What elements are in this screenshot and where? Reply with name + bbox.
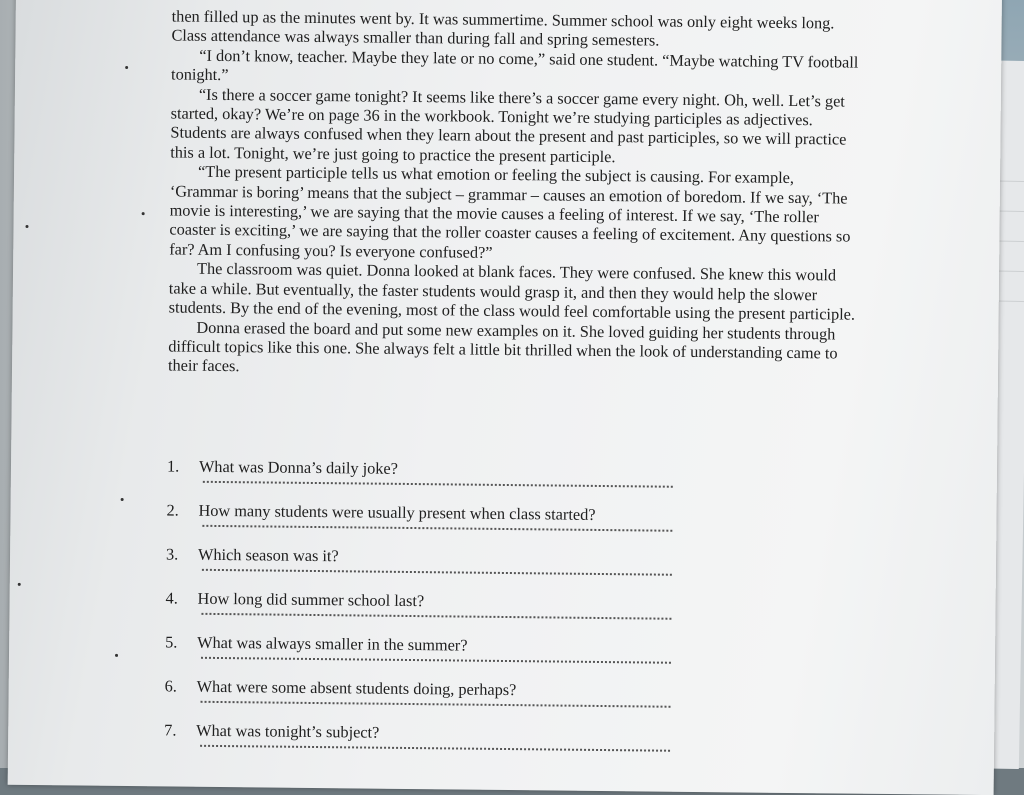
paper-speck <box>25 225 28 228</box>
reading-passage <box>168 6 862 382</box>
question-text: What was tonight’s subject? <box>196 720 380 742</box>
paragraph: “Is there a soccer game tonight? It seems like there’s a soccer game every night. Oh, well. Let’s get started, okay? We’re on page 36 in the workbook. Tonight we’re studying participles as adjectives. Students are always confused when they learn about the present and past participles, so we will practice this a lot. Tonight, we’re just going to practice the present participle. <box>170 84 847 166</box>
question-number: 6. <box>164 676 178 696</box>
paragraph: “The present participle tells us what emotion or feeling the subject is causing. For example, ‘Grammar is boring’ means that the subject – grammar – causes an emotion of boredom. If we say, ‘The movie is interesting,’ we are saying that the movie causes a feeling of interest. If we say, ‘The roller coaster is exciting,’ we are saying that the roller coaster causes a feeling of excitement. Any questions so far? Am I confusing you? Is everyone confused?” <box>169 162 851 262</box>
answer-line[interactable] <box>202 569 672 576</box>
answer-line[interactable] <box>201 657 671 664</box>
question-number: 2. <box>166 500 179 520</box>
paper-speck <box>115 654 118 657</box>
question-item <box>165 632 685 681</box>
question-text: How long did summer school last? <box>197 588 425 611</box>
question-item <box>164 720 684 769</box>
question-list <box>164 456 687 769</box>
question-number: 5. <box>165 632 178 652</box>
question-number: 3. <box>165 544 179 564</box>
answer-line[interactable] <box>201 701 671 708</box>
answer-line[interactable] <box>200 745 670 752</box>
question-item <box>167 456 687 505</box>
question-text: Which season was it? <box>197 544 339 566</box>
question-text: How many students were usually present when class started? <box>198 500 596 524</box>
question-text: What were some absent students doing, perhaps? <box>196 676 517 700</box>
question-number: 1. <box>166 456 180 476</box>
question-number: 7. <box>164 720 177 740</box>
paper-speck <box>125 66 128 69</box>
paper-speck <box>18 583 21 586</box>
question-item <box>166 544 686 593</box>
question-item <box>165 588 685 637</box>
paper-speck <box>121 498 124 501</box>
answer-line[interactable] <box>203 481 673 488</box>
question-item <box>164 676 684 725</box>
paragraph: Donna erased the board and put some new examples on it. She loved guiding her students through difficult topics like this one. She always felt a little bit thrilled when the look of understanding came to their faces. <box>167 317 838 376</box>
question-item <box>166 500 686 549</box>
paragraph: The classroom was quiet. Donna looked at blank faces. They were confused. She knew this would take a while. But eventually, the faster students would grasp it, and then they would help the slower students. By the end of the evening, most of the class would feel comfortable using the present participle. <box>168 259 856 324</box>
answer-line[interactable] <box>201 613 671 620</box>
question-text: What was Donna’s daily joke? <box>198 456 399 478</box>
paragraph: “I don’t know, teacher. Maybe they late or no come,” said one student. “Maybe watching TV football tonight.” <box>171 45 859 85</box>
paragraph: then filled up as the minutes went by. It was summertime. Summer school was only eight weeks long. Class attendance was always smaller than during fall and spring semesters. <box>171 6 835 50</box>
worksheet-page <box>8 0 1002 795</box>
question-number: 4. <box>165 588 178 608</box>
question-text: What was always smaller in the summer? <box>197 632 468 655</box>
answer-line[interactable] <box>202 525 672 532</box>
paper-speck <box>142 212 145 215</box>
